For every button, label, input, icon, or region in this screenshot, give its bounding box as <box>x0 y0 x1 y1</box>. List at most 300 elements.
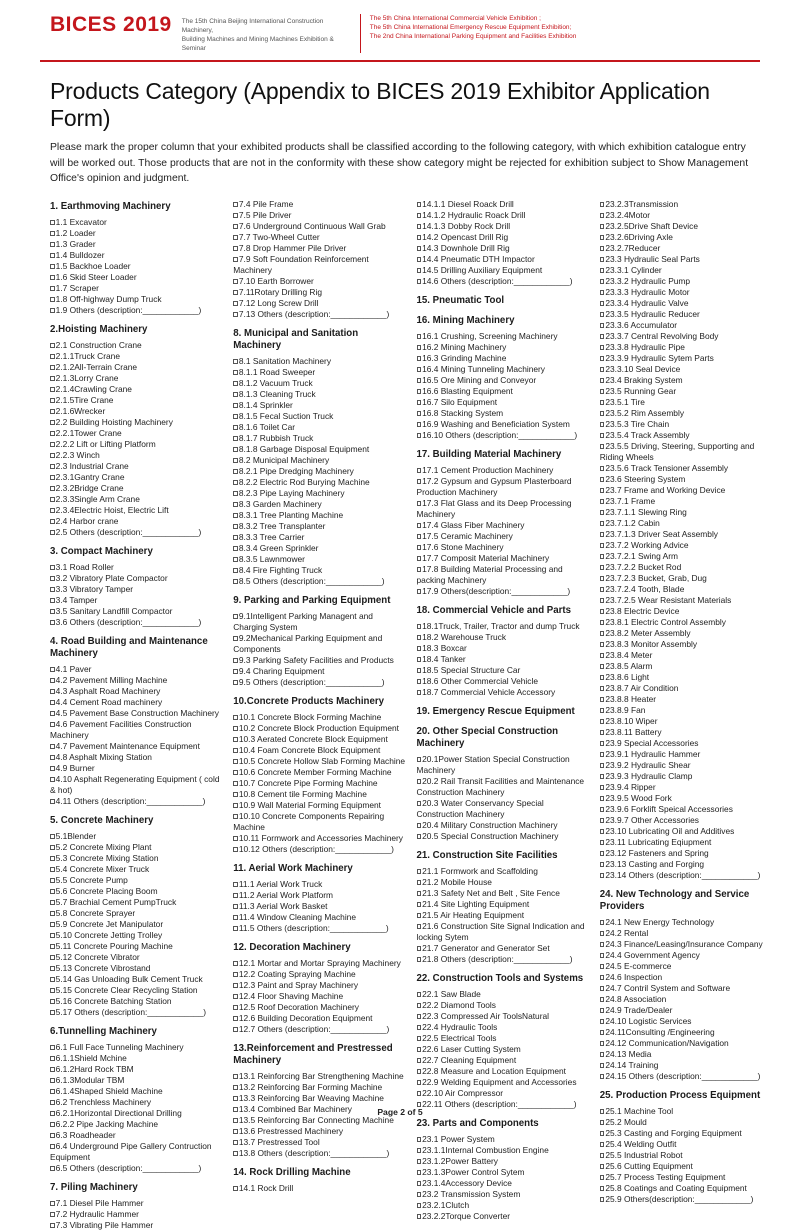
checkbox-icon[interactable] <box>600 1175 605 1180</box>
checkbox-icon[interactable] <box>600 543 605 548</box>
checkbox-icon[interactable] <box>600 268 605 273</box>
checkbox-icon[interactable] <box>600 1131 605 1136</box>
checkbox-icon[interactable] <box>50 354 55 359</box>
checkbox-icon[interactable] <box>50 343 55 348</box>
checkbox-icon[interactable] <box>233 279 238 284</box>
checkbox-icon[interactable] <box>50 519 55 524</box>
checkbox-icon[interactable] <box>50 944 55 949</box>
checkbox-icon[interactable] <box>50 766 55 771</box>
checkbox-icon[interactable] <box>50 1089 55 1094</box>
checkbox-icon[interactable] <box>233 458 238 463</box>
checkbox-icon[interactable] <box>233 814 238 819</box>
checkbox-icon[interactable] <box>50 297 55 302</box>
checkbox-icon[interactable] <box>600 565 605 570</box>
checkbox-icon[interactable] <box>417 679 422 684</box>
checkbox-icon[interactable] <box>233 224 238 229</box>
checkbox-icon[interactable] <box>600 675 605 680</box>
checkbox-icon[interactable] <box>600 642 605 647</box>
checkbox-icon[interactable] <box>233 202 238 207</box>
checkbox-icon[interactable] <box>417 1203 422 1208</box>
checkbox-icon[interactable] <box>417 1091 422 1096</box>
checkbox-icon[interactable] <box>417 523 422 528</box>
checkbox-icon[interactable] <box>50 409 55 414</box>
checkbox-icon[interactable] <box>417 924 422 929</box>
checkbox-icon[interactable] <box>233 1096 238 1101</box>
checkbox-icon[interactable] <box>417 257 422 262</box>
checkbox-icon[interactable] <box>600 920 605 925</box>
checkbox-icon[interactable] <box>233 246 238 251</box>
checkbox-icon[interactable] <box>600 334 605 339</box>
checkbox-icon[interactable] <box>600 851 605 856</box>
checkbox-icon[interactable] <box>417 891 422 896</box>
checkbox-icon[interactable] <box>50 275 55 280</box>
checkbox-icon[interactable] <box>600 1052 605 1057</box>
checkbox-icon[interactable] <box>50 977 55 982</box>
checkbox-icon[interactable] <box>233 882 238 887</box>
checkbox-icon[interactable] <box>417 433 422 438</box>
checkbox-icon[interactable] <box>600 290 605 295</box>
checkbox-icon[interactable] <box>50 1144 55 1149</box>
checkbox-icon[interactable] <box>417 545 422 550</box>
checkbox-icon[interactable] <box>417 367 422 372</box>
checkbox-icon[interactable] <box>417 268 422 273</box>
checkbox-icon[interactable] <box>417 279 422 284</box>
checkbox-icon[interactable] <box>50 834 55 839</box>
checkbox-icon[interactable] <box>600 664 605 669</box>
checkbox-icon[interactable] <box>233 983 238 988</box>
checkbox-icon[interactable] <box>417 624 422 629</box>
checkbox-icon[interactable] <box>600 202 605 207</box>
checkbox-icon[interactable] <box>50 620 55 625</box>
checkbox-icon[interactable] <box>600 422 605 427</box>
checkbox-icon[interactable] <box>600 400 605 405</box>
checkbox-icon[interactable] <box>50 867 55 872</box>
checkbox-icon[interactable] <box>600 389 605 394</box>
checkbox-icon[interactable] <box>600 444 605 449</box>
checkbox-icon[interactable] <box>50 1056 55 1061</box>
item-label: 23.8.9 Fan <box>605 704 646 715</box>
checkbox-icon[interactable] <box>50 231 55 236</box>
checkbox-icon[interactable] <box>233 1005 238 1010</box>
checkbox-icon[interactable] <box>600 576 605 581</box>
checkbox-icon[interactable] <box>417 1069 422 1074</box>
checkbox-icon[interactable] <box>600 510 605 515</box>
checkbox-icon[interactable] <box>600 697 605 702</box>
checkbox-icon[interactable] <box>600 631 605 636</box>
checkbox-icon[interactable] <box>50 497 55 502</box>
checkbox-icon[interactable] <box>417 779 422 784</box>
checkbox-icon[interactable] <box>50 286 55 291</box>
checkbox-icon[interactable] <box>417 389 422 394</box>
checkbox-icon[interactable] <box>417 1025 422 1030</box>
checkbox-icon[interactable] <box>50 911 55 916</box>
checkbox-icon[interactable] <box>233 1118 238 1123</box>
checkbox-icon[interactable] <box>600 741 605 746</box>
checkbox-icon[interactable] <box>233 759 238 764</box>
checkbox-icon[interactable] <box>50 777 55 782</box>
checkbox-icon[interactable] <box>417 1102 422 1107</box>
checkbox-icon[interactable] <box>600 1153 605 1158</box>
checkbox-icon[interactable] <box>233 535 238 540</box>
checkbox-icon[interactable] <box>417 657 422 662</box>
checkbox-icon[interactable] <box>50 475 55 480</box>
checkbox-icon[interactable] <box>600 213 605 218</box>
checkbox-icon[interactable] <box>50 220 55 225</box>
checkbox-icon[interactable] <box>600 873 605 878</box>
checkbox-icon[interactable] <box>50 587 55 592</box>
checkbox-icon[interactable] <box>600 554 605 559</box>
checkbox-icon[interactable] <box>50 420 55 425</box>
checkbox-icon[interactable] <box>233 301 238 306</box>
checkbox-icon[interactable] <box>600 1019 605 1024</box>
checkbox-icon[interactable] <box>233 579 238 584</box>
checkbox-icon[interactable] <box>233 1027 238 1032</box>
checkbox-icon[interactable] <box>600 279 605 284</box>
checkbox-icon[interactable] <box>600 301 605 306</box>
checkbox-icon[interactable] <box>50 508 55 513</box>
checkbox-icon[interactable] <box>50 845 55 850</box>
checkbox-icon[interactable] <box>600 942 605 947</box>
checkbox-icon[interactable] <box>50 922 55 927</box>
checkbox-icon[interactable] <box>600 1186 605 1191</box>
checkbox-icon[interactable] <box>417 668 422 673</box>
checkbox-icon[interactable] <box>50 1223 55 1228</box>
checkbox-icon[interactable] <box>600 785 605 790</box>
checkbox-icon[interactable] <box>417 690 422 695</box>
checkbox-icon[interactable] <box>50 1010 55 1015</box>
checkbox-icon[interactable] <box>600 499 605 504</box>
checkbox-icon[interactable] <box>50 1045 55 1050</box>
checkbox-icon[interactable] <box>600 488 605 493</box>
checkbox-icon[interactable] <box>233 636 238 641</box>
checkbox-icon[interactable] <box>417 501 422 506</box>
checkbox-icon[interactable] <box>600 323 605 328</box>
checkbox-icon[interactable] <box>50 576 55 581</box>
checkbox-icon[interactable] <box>600 1142 605 1147</box>
checkbox-icon[interactable] <box>233 847 238 852</box>
checkbox-icon[interactable] <box>600 356 605 361</box>
checkbox-icon[interactable] <box>50 486 55 491</box>
checkbox-icon[interactable] <box>600 587 605 592</box>
checkbox-icon[interactable] <box>600 620 605 625</box>
checkbox-icon[interactable] <box>600 257 605 262</box>
checkbox-icon[interactable] <box>417 400 422 405</box>
checkbox-icon[interactable] <box>233 658 238 663</box>
checkbox-icon[interactable] <box>233 213 238 218</box>
checkbox-icon[interactable] <box>600 1008 605 1013</box>
checkbox-icon[interactable] <box>50 1201 55 1206</box>
item-label: 23.7.2.4 Tooth, Blade <box>605 583 685 594</box>
checkbox-icon[interactable] <box>50 1100 55 1105</box>
checkbox-icon[interactable] <box>50 988 55 993</box>
checkbox-icon[interactable] <box>417 1192 422 1197</box>
checkbox-icon[interactable] <box>233 392 238 397</box>
checkbox-icon[interactable] <box>417 1137 422 1142</box>
checkbox-icon[interactable] <box>50 799 55 804</box>
checkbox-icon[interactable] <box>417 378 422 383</box>
checkbox-icon[interactable] <box>600 730 605 735</box>
checkbox-icon[interactable] <box>233 680 238 685</box>
checkbox-icon[interactable] <box>417 869 422 874</box>
checkbox-icon[interactable] <box>600 411 605 416</box>
checkbox-icon[interactable] <box>600 752 605 757</box>
checkbox-icon[interactable] <box>233 994 238 999</box>
checkbox-icon[interactable] <box>417 1159 422 1164</box>
checkbox-icon[interactable] <box>600 997 605 1002</box>
checkbox-icon[interactable] <box>233 546 238 551</box>
checkbox-icon[interactable] <box>600 246 605 251</box>
checkbox-icon[interactable] <box>233 972 238 977</box>
checkbox-icon[interactable] <box>50 242 55 247</box>
checkbox-icon[interactable] <box>50 722 55 727</box>
checkbox-icon[interactable] <box>417 957 422 962</box>
checkbox-icon[interactable] <box>417 880 422 885</box>
checkbox-icon[interactable] <box>233 557 238 562</box>
checkbox-icon[interactable] <box>417 567 422 572</box>
category-item <box>233 477 407 488</box>
checkbox-icon[interactable] <box>600 1074 605 1079</box>
checkbox-icon[interactable] <box>233 792 238 797</box>
checkbox-icon[interactable] <box>233 414 238 419</box>
category-item <box>233 378 407 389</box>
checkbox-icon[interactable] <box>233 904 238 909</box>
checkbox-icon[interactable] <box>417 411 422 416</box>
checkbox-icon[interactable] <box>233 502 238 507</box>
checkbox-icon[interactable] <box>600 224 605 229</box>
checkbox-icon[interactable] <box>50 955 55 960</box>
checkbox-icon[interactable] <box>50 1122 55 1127</box>
checkbox-icon[interactable] <box>233 469 238 474</box>
checkbox-icon[interactable] <box>600 521 605 526</box>
checkbox-icon[interactable] <box>50 1133 55 1138</box>
checkbox-icon[interactable] <box>600 829 605 834</box>
checkbox-icon[interactable] <box>50 966 55 971</box>
checkbox-icon[interactable] <box>600 1120 605 1125</box>
checkbox-icon[interactable] <box>50 711 55 716</box>
checkbox-icon[interactable] <box>417 202 422 207</box>
checkbox-icon[interactable] <box>600 708 605 713</box>
checkbox-icon[interactable] <box>233 726 238 731</box>
checkbox-icon[interactable] <box>600 1164 605 1169</box>
checkbox-icon[interactable] <box>233 893 238 898</box>
checkbox-icon[interactable] <box>417 1170 422 1175</box>
checkbox-icon[interactable] <box>50 530 55 535</box>
checkbox-icon[interactable] <box>50 453 55 458</box>
checkbox-icon[interactable] <box>600 466 605 471</box>
checkbox-icon[interactable] <box>233 524 238 529</box>
checkbox-icon[interactable] <box>600 235 605 240</box>
checkbox-icon[interactable] <box>233 1140 238 1145</box>
checkbox-icon[interactable] <box>50 598 55 603</box>
checkbox-icon[interactable] <box>417 1148 422 1153</box>
checkbox-icon[interactable] <box>50 900 55 905</box>
checkbox-icon[interactable] <box>600 862 605 867</box>
checkbox-icon[interactable] <box>417 913 422 918</box>
checkbox-icon[interactable] <box>417 345 422 350</box>
checkbox-icon[interactable] <box>417 1036 422 1041</box>
checkbox-icon[interactable] <box>50 387 55 392</box>
checkbox-icon[interactable] <box>233 1186 238 1191</box>
checkbox-icon[interactable] <box>233 312 238 317</box>
section-heading: 22. Construction Tools and Systems <box>416 972 584 984</box>
checkbox-icon[interactable] <box>50 755 55 760</box>
checkbox-icon[interactable] <box>50 398 55 403</box>
checkbox-icon[interactable] <box>233 491 238 496</box>
checkbox-icon[interactable] <box>50 933 55 938</box>
checkbox-icon[interactable] <box>417 801 422 806</box>
checkbox-icon[interactable] <box>600 686 605 691</box>
checkbox-icon[interactable] <box>50 1078 55 1083</box>
checkbox-icon[interactable] <box>417 1014 422 1019</box>
checkbox-icon[interactable] <box>417 1047 422 1052</box>
checkbox-icon[interactable] <box>50 609 55 614</box>
checkbox-icon[interactable] <box>600 796 605 801</box>
checkbox-icon[interactable] <box>600 763 605 768</box>
checkbox-icon[interactable] <box>50 253 55 258</box>
checkbox-icon[interactable] <box>417 823 422 828</box>
checkbox-icon[interactable] <box>417 646 422 651</box>
checkbox-icon[interactable] <box>233 513 238 518</box>
category-item <box>600 1183 774 1194</box>
checkbox-icon[interactable] <box>50 889 55 894</box>
checkbox-icon[interactable] <box>50 376 55 381</box>
checkbox-icon[interactable] <box>600 1197 605 1202</box>
checkbox-icon[interactable] <box>600 840 605 845</box>
checkbox-icon[interactable] <box>600 818 605 823</box>
checkbox-icon[interactable] <box>50 856 55 861</box>
checkbox-icon[interactable] <box>417 1003 422 1008</box>
checkbox-icon[interactable] <box>50 689 55 694</box>
checkbox-icon[interactable] <box>233 1074 238 1079</box>
checkbox-icon[interactable] <box>417 468 422 473</box>
checkbox-icon[interactable] <box>417 1058 422 1063</box>
checkbox-icon[interactable] <box>233 803 238 808</box>
checkbox-icon[interactable] <box>600 986 605 991</box>
checkbox-icon[interactable] <box>233 915 238 920</box>
checkbox-icon[interactable] <box>233 748 238 753</box>
checkbox-icon[interactable] <box>600 931 605 936</box>
checkbox-icon[interactable] <box>600 964 605 969</box>
checkbox-icon[interactable] <box>417 479 422 484</box>
checkbox-icon[interactable] <box>417 1214 422 1219</box>
checkbox-icon[interactable] <box>233 370 238 375</box>
checkbox-icon[interactable] <box>233 961 238 966</box>
category-item <box>50 373 224 384</box>
checkbox-icon[interactable] <box>417 902 422 907</box>
checkbox-icon[interactable] <box>417 235 422 240</box>
checkbox-icon[interactable] <box>50 464 55 469</box>
category-item <box>50 395 224 406</box>
checkbox-icon[interactable] <box>417 1181 422 1186</box>
checkbox-icon[interactable] <box>233 235 238 240</box>
checkbox-icon[interactable] <box>233 614 238 619</box>
checkbox-icon[interactable] <box>50 442 55 447</box>
checkbox-icon[interactable] <box>233 781 238 786</box>
checkbox-icon[interactable] <box>417 213 422 218</box>
checkbox-icon[interactable] <box>600 433 605 438</box>
checkbox-icon[interactable] <box>50 365 55 370</box>
checkbox-icon[interactable] <box>600 953 605 958</box>
checkbox-icon[interactable] <box>233 1151 238 1156</box>
checkbox-icon[interactable] <box>600 1030 605 1035</box>
checkbox-icon[interactable] <box>600 653 605 658</box>
checkbox-icon[interactable] <box>600 312 605 317</box>
checkbox-icon[interactable] <box>600 378 605 383</box>
checkbox-icon[interactable] <box>233 403 238 408</box>
checkbox-icon[interactable] <box>417 224 422 229</box>
checkbox-icon[interactable] <box>233 425 238 430</box>
checkbox-icon[interactable] <box>600 807 605 812</box>
checkbox-icon[interactable] <box>233 290 238 295</box>
checkbox-icon[interactable] <box>600 345 605 350</box>
checkbox-icon[interactable] <box>417 422 422 427</box>
checkbox-icon[interactable] <box>50 431 55 436</box>
checkbox-icon[interactable] <box>600 1041 605 1046</box>
checkbox-icon[interactable] <box>600 975 605 980</box>
checkbox-icon[interactable] <box>233 1085 238 1090</box>
checkbox-icon[interactable] <box>50 744 55 749</box>
checkbox-icon[interactable] <box>233 381 238 386</box>
checkbox-icon[interactable] <box>50 1067 55 1072</box>
checkbox-icon[interactable] <box>600 477 605 482</box>
checkbox-icon[interactable] <box>600 1063 605 1068</box>
checkbox-icon[interactable] <box>233 669 238 674</box>
checkbox-icon[interactable] <box>417 334 422 339</box>
checkbox-icon[interactable] <box>50 667 55 672</box>
checkbox-icon[interactable] <box>50 308 55 313</box>
checkbox-icon[interactable] <box>50 999 55 1004</box>
checkbox-icon[interactable] <box>50 264 55 269</box>
checkbox-icon[interactable] <box>233 447 238 452</box>
checkbox-icon[interactable] <box>233 480 238 485</box>
checkbox-icon[interactable] <box>233 568 238 573</box>
checkbox-icon[interactable] <box>417 356 422 361</box>
checkbox-icon[interactable] <box>417 246 422 251</box>
checkbox-icon[interactable] <box>233 715 238 720</box>
checkbox-icon[interactable] <box>417 946 422 951</box>
checkbox-icon[interactable] <box>600 719 605 724</box>
checkbox-icon[interactable] <box>50 1166 55 1171</box>
checkbox-icon[interactable] <box>50 1212 55 1217</box>
checkbox-icon[interactable] <box>233 836 238 841</box>
checkbox-icon[interactable] <box>600 532 605 537</box>
checkbox-icon[interactable] <box>233 359 238 364</box>
checkbox-icon[interactable] <box>600 367 605 372</box>
checkbox-icon[interactable] <box>233 1129 238 1134</box>
checkbox-icon[interactable] <box>233 1016 238 1021</box>
checkbox-icon[interactable] <box>233 737 238 742</box>
checkbox-icon[interactable] <box>417 992 422 997</box>
checkbox-icon[interactable] <box>600 609 605 614</box>
checkbox-icon[interactable] <box>233 257 238 262</box>
checkbox-icon[interactable] <box>50 878 55 883</box>
checkbox-icon[interactable] <box>417 556 422 561</box>
checkbox-icon[interactable] <box>417 834 422 839</box>
checkbox-icon[interactable] <box>233 436 238 441</box>
checkbox-icon[interactable] <box>50 565 55 570</box>
checkbox-icon[interactable] <box>50 678 55 683</box>
checkbox-icon[interactable] <box>417 534 422 539</box>
checkbox-icon[interactable] <box>50 700 55 705</box>
checkbox-icon[interactable] <box>600 774 605 779</box>
checkbox-icon[interactable] <box>417 589 422 594</box>
checkbox-icon[interactable] <box>233 770 238 775</box>
checkbox-icon[interactable] <box>417 1080 422 1085</box>
checkbox-icon[interactable] <box>417 635 422 640</box>
checkbox-icon[interactable] <box>600 598 605 603</box>
checkbox-icon[interactable] <box>417 757 422 762</box>
checkbox-icon[interactable] <box>233 926 238 931</box>
